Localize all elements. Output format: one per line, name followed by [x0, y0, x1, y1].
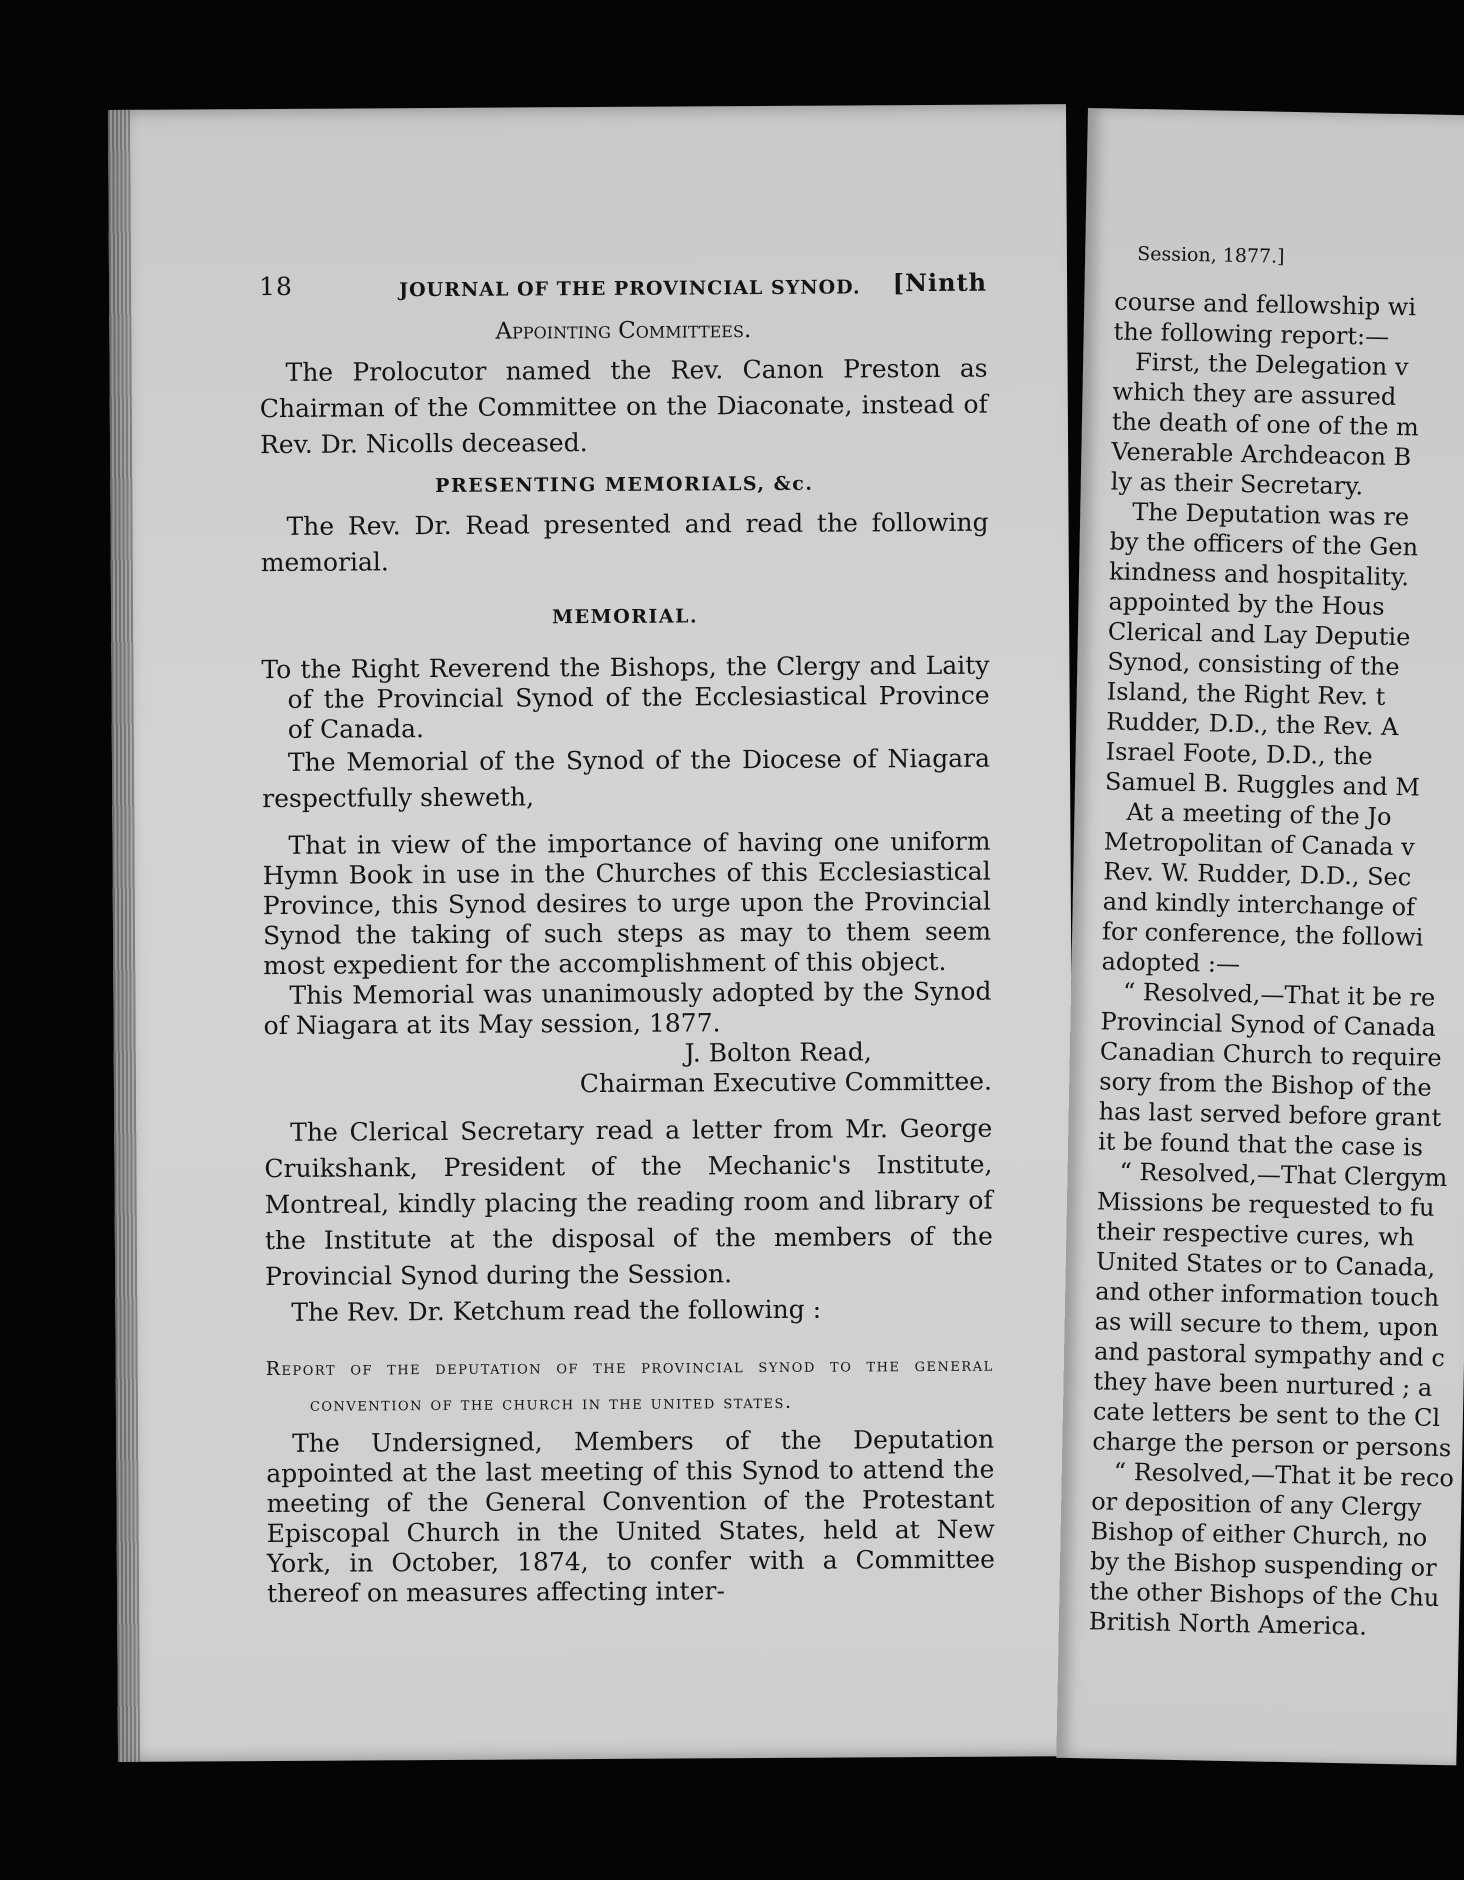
right-page-line: “ Resolved,—That it be reco: [1113, 1457, 1455, 1493]
right-page-line: charge the person or persons: [1092, 1427, 1452, 1463]
right-page-line: Israel Foote, D.D., the: [1105, 737, 1373, 771]
right-page-line: it be found that the case is: [1097, 1127, 1424, 1162]
right-page-line: the following report:—: [1113, 317, 1390, 351]
memorial-of-synod: The Memorial of the Synod of the Diocese of Niagara respectfully sheweth,: [262, 743, 991, 814]
right-page-line: by the Bishop suspending or: [1089, 1547, 1437, 1582]
right-page-line: and kindly interchange of: [1102, 887, 1416, 922]
right-page-line: by the officers of the Gen: [1109, 527, 1419, 562]
right-page-line: Rev. W. Rudder, D.D., Sec: [1103, 857, 1412, 892]
right-page-line: sory from the Bishop of the: [1099, 1067, 1432, 1102]
right-page-line: At a meeting of the Jo: [1126, 797, 1392, 831]
right-page-line: and other information touch: [1095, 1277, 1440, 1312]
memorial-address: To the Right Reverend the Bishops, the Clergy and Laity of the Provincial Synod of the Ecclesiastical Province of Canada.: [261, 650, 990, 744]
right-page-line: Samuel B. Ruggles and M: [1104, 767, 1421, 802]
memorial-adopted: This Memorial was unanimously adopted by the Synod of Niagara at its May session, 1877.: [263, 976, 992, 1041]
paragraph-ketchum: The Rev. Dr. Ketchum read the following :: [291, 1294, 822, 1327]
right-page-line: appointed by the Hous: [1108, 587, 1385, 621]
right-page-line: as will secure to them, upon: [1094, 1307, 1439, 1342]
report-body: The Undersigned, Members of the Deputation appointed at the last meeting of this Synod to attend the meeting of the General Convention of the Protestant Episcopal Church in the United States, held at New York, in October, 1874, to confer with a Committee thereof on measures affecting inter-: [266, 1424, 995, 1609]
right-page-line: the other Bishops of the Chu: [1089, 1577, 1440, 1613]
heading-presenting-memorials: PRESENTING MEMORIALS, &c.: [435, 472, 814, 498]
signature-title: Chairman Executive Committee.: [579, 1066, 993, 1099]
right-running-head: Session, 1877.]: [1136, 242, 1285, 268]
right-page-line: The Deputation was re: [1131, 497, 1410, 532]
right-page-line: Rudder, D.D., the Rev. A: [1105, 707, 1399, 742]
report-title: Report of the deputation of the provincial synod to the general convention of the church in the united states.: [265, 1353, 994, 1416]
right-page-line: Metropolitan of Canada v: [1103, 827, 1415, 862]
right-page-line: Bishop of either Church, no: [1090, 1517, 1428, 1552]
right-page-line: adopted :—: [1101, 947, 1241, 979]
right-page-line: United States or to Canada,: [1095, 1247, 1436, 1282]
heading-memorial: MEMORIAL.: [552, 605, 699, 629]
paragraph-clerical-secretary: The Clerical Secretary read a letter from Mr. George Cruikshank, President of the Mechanic's Institute, Montreal, kindly placing the reading room and library of the Institute at the disposal of the members of the Provincial Synod during the Session.: [264, 1113, 993, 1292]
right-page-line: and pastoral sympathy and c: [1093, 1337, 1446, 1373]
right-page-line: course and fellowship wi: [1114, 287, 1417, 322]
right-page-line: they have been nurtured ; a: [1093, 1367, 1433, 1402]
right-page: [1056, 108, 1464, 1765]
right-page-line: Provincial Synod of Canada: [1100, 1007, 1437, 1042]
right-page-line: their respective cures, wh: [1096, 1217, 1415, 1252]
right-page-line: Clerical and Lay Deputie: [1107, 617, 1411, 652]
left-page-content: [259, 265, 995, 1609]
page-number: 18: [258, 271, 293, 302]
right-page-line: which they are assured: [1112, 377, 1397, 411]
right-page-line: First, the Delegation v: [1134, 347, 1409, 382]
page-edge-shadow: [108, 110, 140, 1762]
right-page-line: cate letters be sent to the Cl: [1092, 1397, 1441, 1432]
memorial-body: That in view of the importance of having one uniform Hymn Book in use in the Churches of this Ecclesiastical Province, this Synod desires to urge upon the Provincial Synod the taking of such steps as may to them seem most expedient for the accomplishment of this object.: [262, 826, 992, 981]
right-page-line: or deposition of any Clergy: [1090, 1487, 1422, 1522]
paragraph-prolocutor: The Prolocutor named the Rev. Canon Preston as Chairman of the Committee on the Diaconate, instead of Rev. Dr. Nicolls deceased.: [259, 353, 988, 460]
right-page-line: Venerable Archdeacon B: [1111, 437, 1412, 472]
left-page: [108, 104, 1076, 1762]
right-page-line: has last served before grant: [1098, 1097, 1442, 1132]
right-page-line: Island, the Right Rev. t: [1106, 677, 1386, 711]
right-page-line: British North America.: [1088, 1607, 1368, 1641]
paragraph-dr-read: The Rev. Dr. Read presented and read the following memorial.: [260, 507, 989, 578]
right-page-line: for conference, the followi: [1101, 917, 1424, 952]
right-page-line: Canadian Church to require: [1099, 1037, 1442, 1072]
running-tag: [Ninth: [892, 267, 988, 298]
right-page-line: Synod, consisting of the: [1107, 647, 1400, 682]
right-page-lines: [1089, 287, 1464, 1645]
right-page-content: [1089, 239, 1464, 1645]
right-page-line: ly as their Secretary.: [1110, 467, 1364, 501]
heading-appointing-committees: Appointing Committees.: [495, 317, 752, 345]
right-page-line: “ Resolved,—That it be re: [1122, 977, 1436, 1012]
signature-name: J. Bolton Read,: [684, 1037, 872, 1068]
right-page-line: “ Resolved,—That Clergym: [1119, 1157, 1448, 1193]
right-page-line: the death of one of the m: [1111, 407, 1420, 442]
right-page-line: Missions be requested to fu: [1096, 1187, 1435, 1222]
right-page-line: kindness and hospitality.: [1108, 557, 1410, 592]
running-title: JOURNAL OF THE PROVINCIAL SYNOD.: [399, 276, 861, 302]
running-header: [259, 265, 987, 309]
